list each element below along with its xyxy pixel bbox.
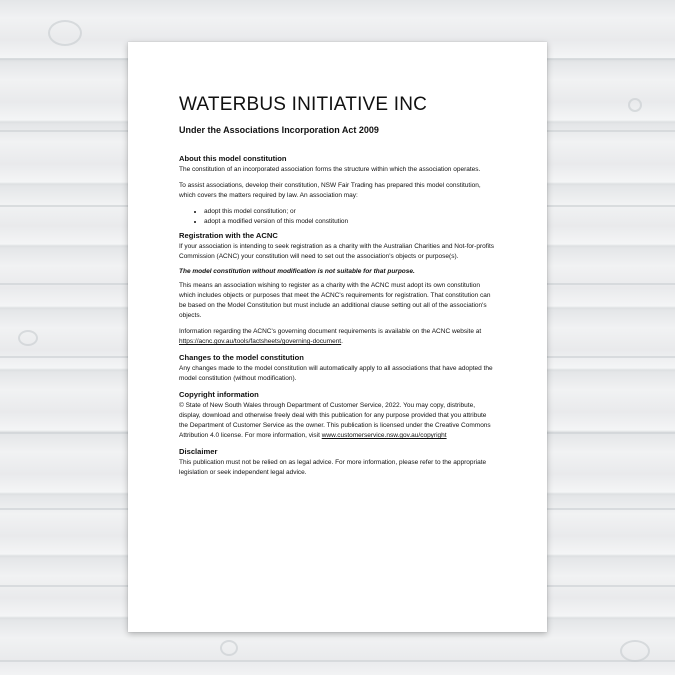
registration-paragraph-2: This means an association wishing to register as a charity with the ACNC must adopt its own constitution which includes objects or purposes that meet the ACNC's requirements for registration. That constitution can be based on the Model Constitution but must include an additional clause setting out all of the association's objects. bbox=[179, 282, 491, 319]
document-subtitle: Under the Associations Incorporation Act 2009 bbox=[179, 125, 379, 135]
document-title: WATERBUS INITIATIVE INC bbox=[179, 94, 428, 115]
wood-knot bbox=[48, 20, 82, 46]
about-paragraph-2: To assist associations, develop their constitution, NSW Fair Trading has prepared this model constitution, which covers the matters required by law. An association may: bbox=[179, 182, 481, 199]
copyright-heading: Copyright information bbox=[179, 390, 259, 399]
registration-info-text: Information regarding the ACNC's governing document requirements is available on the ACNC website at bbox=[179, 328, 482, 335]
wood-knot bbox=[620, 640, 650, 662]
about-paragraph-1: The constitution of an incorporated association forms the structure within which the association operates. bbox=[179, 166, 481, 173]
acnc-link[interactable]: https://acnc.gov.au/tools/factsheets/governing-document bbox=[179, 338, 342, 345]
wood-knot bbox=[220, 640, 238, 656]
copyright-text: © State of New South Wales through Department of Customer Service, 2022. You may copy, distribute, display, download and otherwise freely deal with this publication for any purpose provided that you attribute the Department of Customer Service as the owner. This publication is licensed under the Creative Commons Attribution 4.0 license. For more information, visit bbox=[179, 402, 491, 439]
bullet-item: • adopt a modified version of this model constitution bbox=[204, 217, 497, 227]
registration-paragraph-1: If your association is intending to seek registration as a charity with the Australian Charities and Not-for-profits Commission (ACNC) your constitution will need to set out the association's objects or purpose(s). bbox=[179, 243, 495, 260]
plank-seam bbox=[0, 660, 675, 662]
disclaimer-paragraph: This publication must not be relied on as legal advice. For more information, please refer to the appropriate legislation or seek independent legal advice. bbox=[179, 459, 487, 476]
bullet-item: • adopt this model constitution; or bbox=[204, 207, 497, 217]
copyright-paragraph bbox=[179, 401, 497, 441]
wood-knot bbox=[18, 330, 38, 346]
changes-heading: Changes to the model constitution bbox=[179, 353, 304, 362]
registration-info-end: . bbox=[341, 338, 343, 345]
wood-knot bbox=[628, 98, 642, 112]
changes-paragraph: Any changes made to the model constitution will automatically apply to all associations that have adopted the model constitution (without modification). bbox=[179, 365, 493, 382]
registration-paragraph-3 bbox=[179, 327, 497, 347]
about-heading: About this model constitution bbox=[179, 154, 287, 163]
document-page bbox=[128, 42, 547, 632]
registration-heading: Registration with the ACNC bbox=[179, 231, 278, 240]
registration-emphasis: The model constitution without modification is not suitable for that purpose. bbox=[179, 268, 415, 275]
about-bullet-list bbox=[179, 207, 497, 227]
disclaimer-heading: Disclaimer bbox=[179, 447, 218, 456]
copyright-link[interactable]: www.customerservice.nsw.gov.au/copyright bbox=[321, 432, 447, 439]
